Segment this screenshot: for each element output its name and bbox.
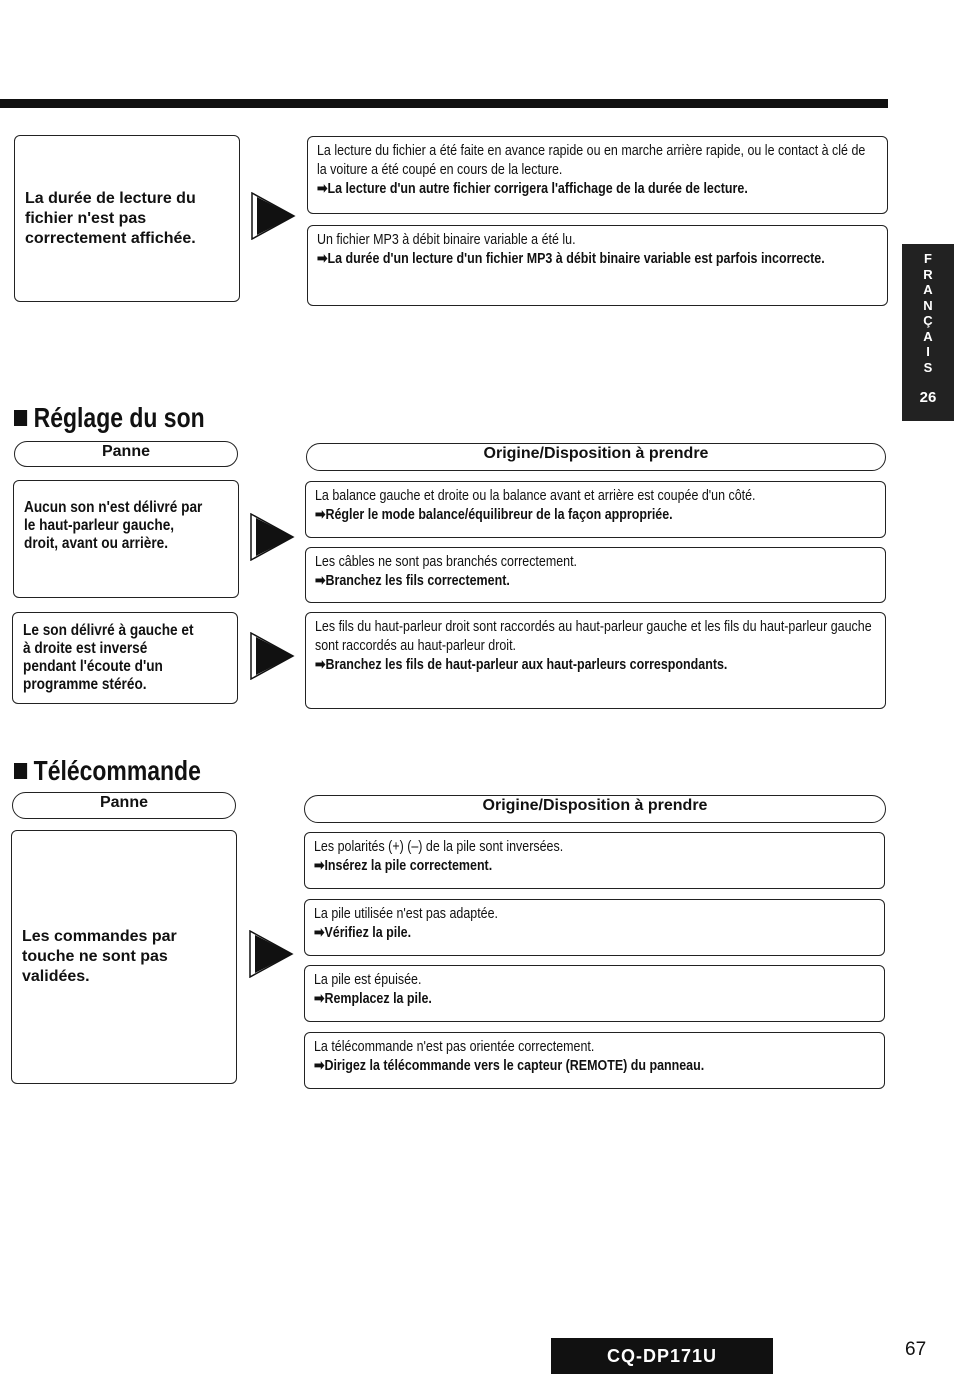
cause-text: Un fichier MP3 à débit binaire variable a été lu. xyxy=(317,232,576,248)
play-arrow-icon xyxy=(250,192,296,240)
remedy-text: ➡Vérifiez la pile. xyxy=(314,925,412,941)
section-title-reglage: Réglage du son xyxy=(14,402,260,434)
remedy-text: ➡Insérez la pile correctement. xyxy=(314,858,493,874)
cause-box xyxy=(304,1032,885,1089)
origine-header: Origine/Disposition à prendre xyxy=(306,443,886,471)
cause-text: La pile est épuisée. xyxy=(314,972,422,988)
arrow-right-icon: ➡ xyxy=(315,507,326,523)
cause-box xyxy=(305,612,886,709)
cause-text: Les polarités (+) (–) de la pile sont inversées. xyxy=(314,839,564,855)
remedy-text: ➡Dirigez la télécommande vers le capteur (REMOTE) du panneau. xyxy=(314,1058,705,1074)
page-number: 67 xyxy=(905,1339,927,1360)
play-arrow-icon xyxy=(249,513,295,561)
square-bullet-icon xyxy=(14,410,27,426)
cause-box xyxy=(305,547,886,603)
play-arrow-icon xyxy=(249,632,295,680)
panne-box xyxy=(12,612,238,704)
square-bullet-icon xyxy=(14,763,27,779)
cause-box xyxy=(307,136,888,214)
cause-text: Les fils du haut-parleur droit sont raccordés au haut-parleur gauche et les fils du haut-parleur gauche sont raccordés au haut-parleur droit. xyxy=(315,619,872,654)
arrow-right-icon: ➡ xyxy=(317,181,328,197)
panne-text: Les commandes par touche ne sont pas validées. xyxy=(22,928,177,985)
model-label: CQ-DP171U xyxy=(551,1338,773,1374)
cause-box xyxy=(305,481,886,538)
cause-text: La lecture du fichier a été faite en avance rapide ou en marche arrière rapide, ou le contact à clé de la voiture a été coupé en cours de la lecture. xyxy=(317,143,866,178)
arrow-right-icon: ➡ xyxy=(314,858,325,874)
arrow-right-icon: ➡ xyxy=(317,251,328,267)
cause-box xyxy=(304,965,885,1022)
panne-text: La durée de lecture du fichier n'est pas correctement affichée. xyxy=(25,189,196,247)
remedy-text: ➡La durée d'un lecture d'un fichier MP3 à débit binaire variable est parfois incorrecte. xyxy=(317,251,825,267)
remedy-text: ➡Branchez les fils correctement. xyxy=(315,573,510,589)
cause-text: Les câbles ne sont pas branchés correctement. xyxy=(315,554,578,570)
panne-text: Aucun son n'est délivré par le haut-parleur gauche, droit, avant ou arrière. xyxy=(24,499,203,552)
remedy-text: ➡Régler le mode balance/équilibreur de la façon appropriée. xyxy=(315,507,673,523)
arrow-right-icon: ➡ xyxy=(315,657,326,673)
arrow-right-icon: ➡ xyxy=(315,573,326,589)
remedy-text: ➡Branchez les fils de haut-parleur aux haut-parleurs correspondants. xyxy=(315,657,728,673)
language-side-tab xyxy=(902,244,954,421)
side-tab-letters: F R A N Ç A I S xyxy=(923,251,933,375)
top-rule xyxy=(0,99,888,108)
remedy-text: ➡La lecture d'un autre fichier corrigera l'affichage de la durée de lecture. xyxy=(317,181,748,197)
cause-box xyxy=(307,225,888,306)
arrow-right-icon: ➡ xyxy=(314,925,325,941)
panne-header: Panne xyxy=(12,792,236,819)
arrow-right-icon: ➡ xyxy=(314,1058,325,1074)
cause-box xyxy=(304,832,885,889)
section-title-telecommande: Télécommande xyxy=(14,755,260,787)
cause-text: La télécommande n'est pas orientée correctement. xyxy=(314,1039,595,1055)
origine-header: Origine/Disposition à prendre xyxy=(304,795,886,823)
remedy-text: ➡Remplacez la pile. xyxy=(314,991,432,1007)
play-arrow-icon xyxy=(248,930,294,978)
panne-header: Panne xyxy=(14,441,238,467)
panne-box xyxy=(13,480,239,598)
panne-box xyxy=(14,135,240,302)
panne-box xyxy=(11,830,237,1084)
side-tab-number: 26 xyxy=(919,389,937,406)
cause-text: La balance gauche et droite ou la balance avant et arrière est coupée d'un côté. xyxy=(315,488,756,504)
arrow-right-icon: ➡ xyxy=(314,991,325,1007)
panne-text: Le son délivré à gauche et à droite est inversé pendant l'écoute d'un programme stéréo. xyxy=(23,622,194,693)
cause-text: La pile utilisée n'est pas adaptée. xyxy=(314,906,499,922)
cause-box xyxy=(304,899,885,956)
